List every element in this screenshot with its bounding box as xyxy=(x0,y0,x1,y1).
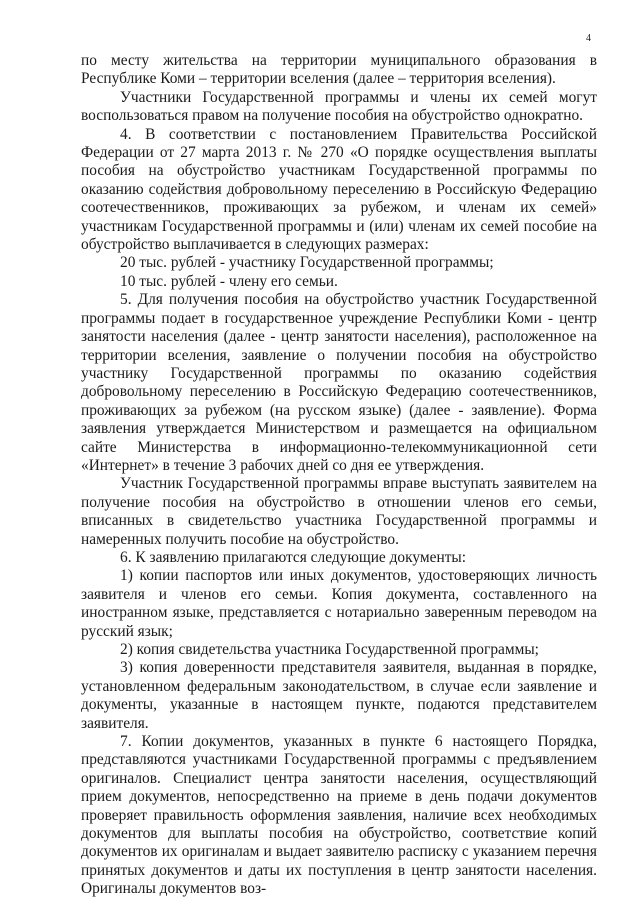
paragraph-6: 5. Для получения пособия на обустройство участник Государственной программы подает в государственное учреждение Республики Коми - центр занятости населения (далее - центр занятости населения), расположенное на территории вселения, заявление о получении пособия на обустройство участнику Государственной программы по оказанию содействия добровольному переселению в Российскую Федерацию соотечественников, проживающих за рубежом (на русском языке) (далее - заявление). Форма заявления утверждается Министерством и размещается на официальном сайте Министерства в информационно-телекоммуникационной сети «Интернет» в течение 3 рабочих дней со дня ее утверждения. xyxy=(81,291,597,474)
paragraph-1: по месту жительства на территории муниципального образования в Республике Коми – территории вселения (далее – территория вселения). xyxy=(81,52,597,88)
paragraph-9: 1) копии паспортов или иных документов, удостоверяющих личность заявителя и членов его семьи. Копия документа, составленного на иностранном языке, представляется с нотариально заверенным переводом на русский язык; xyxy=(81,567,597,640)
paragraph-10: 2) копия свидетельства участника Государственной программы; xyxy=(120,641,539,658)
paragraph-4: 20 тыс. рублей - участнику Государственной программы; xyxy=(120,254,494,272)
paragraph-5: 10 тыс. рублей - члену его семьи. xyxy=(120,272,338,290)
page-number: 4 xyxy=(586,33,591,44)
paragraph-7: Участник Государственной программы вправе выступать заявителем на получение пособия на обустройство в отношении членов его семьи, вписанных в свидетельство участника Государственной программы и намеренных получить пособие на обустройство. xyxy=(81,475,597,548)
paragraph-11: 3) копия доверенности представителя заявителя, выданная в порядке, установленном федеральным законодательством, в случае если заявление и документы, указанные в настоящем пункте, подаются представителем заявителя. xyxy=(81,659,597,732)
paragraph-8: 6. К заявлению прилагаются следующие документы: xyxy=(120,548,467,566)
document-body xyxy=(81,52,597,899)
paragraph-12: 7. Копии документов, указанных в пункте 6 настоящего Порядка, представляются участниками Государственной программы с предъявлением оригиналов. Специалист центра занятости населения, осуществляющий прием документов, непосредственно на приеме в день подачи документов проверяет правильность оформления заявления, наличие всех необходимых документов для выплаты пособия на обустройство, соответствие копий документов их оригиналам и выдает заявителю расписку с указанием перечня принятых документов и даты их поступления в центр занятости населения. Оригиналы документов воз- xyxy=(81,733,597,898)
paragraph-3: 4. В соответствии с постановлением Правительства Российской Федерации от 27 марта 2013 г. № 270 «О порядке осуществления выплаты пособия на обустройство участникам Государственной программы по оказанию содействия добровольному переселению в Российскую Федерацию соотечественников, проживающих за рубежом, и членам их семей» участникам Государственной программы и (или) членам их семей пособие на обустройство выплачивается в следующих размерах: xyxy=(81,125,597,254)
paragraph-2: Участники Государственной программы и члены их семей могут воспользоваться правом на получение пособия на обустройство однократно. xyxy=(81,88,597,125)
